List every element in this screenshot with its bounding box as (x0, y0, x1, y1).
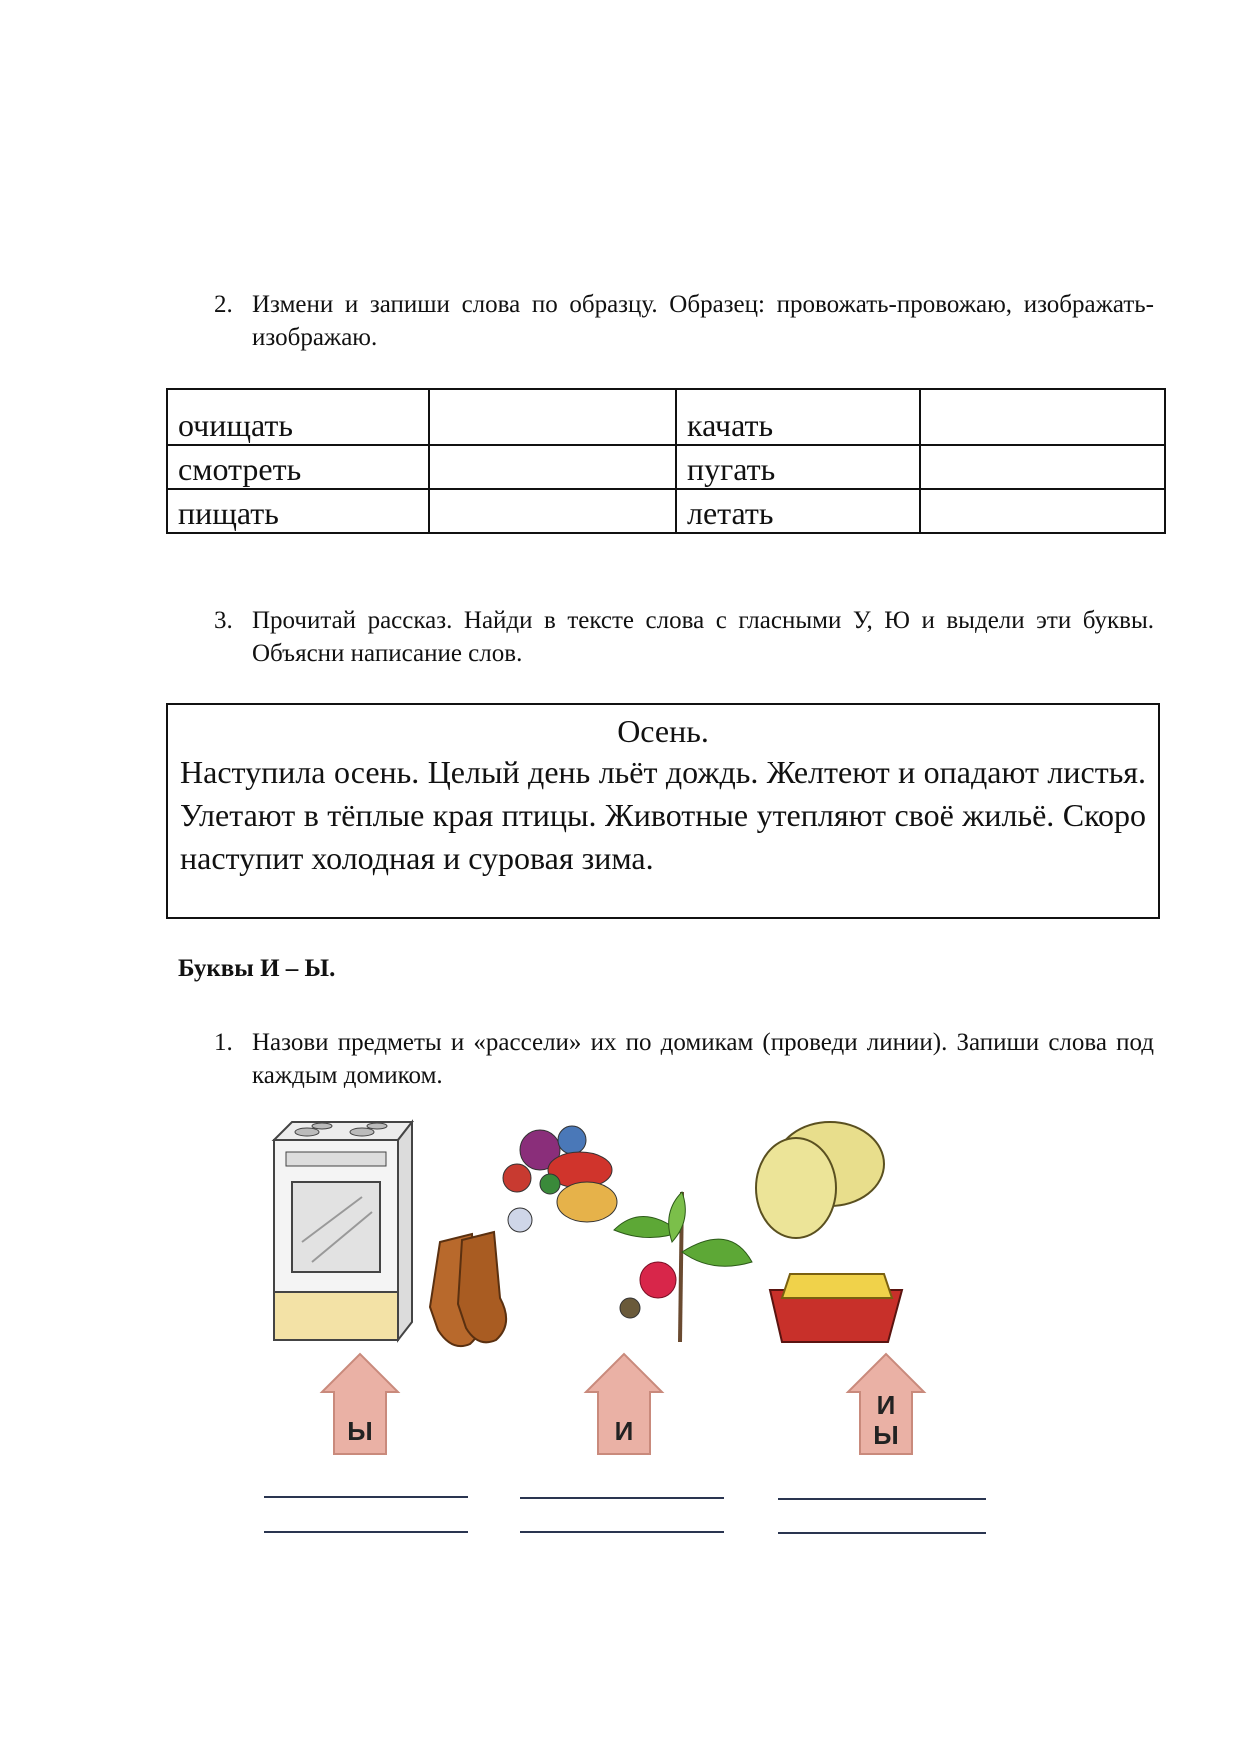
answer-cell[interactable] (429, 489, 676, 533)
melons-illustration (756, 1122, 884, 1238)
answer-cell[interactable] (920, 445, 1165, 489)
word-cell: летать (676, 489, 920, 533)
story-body: Наступила осень. Целый день льёт дождь. Желтеют и опадают листья. Улетают в тёплые края птицы. Животные утепляют своё жильё. Скоро наступит холодная и суровая зима. (180, 754, 1146, 876)
section-heading: Буквы И – Ы. (178, 955, 336, 982)
buttons-illustration (503, 1126, 617, 1232)
task-number: 3. (214, 607, 233, 634)
answer-cell[interactable] (429, 445, 676, 489)
word-cell: пугать (676, 445, 920, 489)
answer-cell[interactable] (920, 389, 1165, 445)
house-label: Ы (347, 1416, 373, 1446)
house-label: И (614, 1416, 634, 1446)
stove-illustration (274, 1122, 412, 1340)
story-box (166, 703, 1160, 919)
story-title: Осень. (617, 713, 709, 749)
answer-cell[interactable] (920, 489, 1165, 533)
answer-lines (264, 1497, 986, 1533)
word-cell: пищать (167, 489, 429, 533)
house-label: Ы (873, 1420, 899, 1450)
table-row (167, 389, 1165, 445)
house-i (586, 1354, 662, 1454)
task-3 (214, 604, 1154, 670)
socks-illustration (430, 1232, 506, 1346)
task-1 (214, 1026, 1154, 1092)
house-y (322, 1354, 398, 1454)
word-cell: качать (676, 389, 920, 445)
word-cell: очищать (167, 389, 429, 445)
word-cell: смотреть (167, 445, 429, 489)
soap-illustration (770, 1274, 902, 1342)
task-text: Прочитай рассказ. Найди в тексте слова с гласными У, Ю и выдели эти буквы. Объясни написание слов. (252, 607, 1154, 667)
table-row (167, 489, 1165, 533)
answer-cell[interactable] (429, 389, 676, 445)
task-number: 2. (214, 291, 233, 318)
task-2 (214, 288, 1154, 354)
raspberry-illustration (614, 1192, 752, 1342)
task-number: 1. (214, 1029, 233, 1056)
sorting-illustration (262, 1102, 1002, 1582)
house-label: И (876, 1390, 896, 1420)
house-i-y (848, 1354, 924, 1454)
task-text: Назови предметы и «рассели» их по домикам (проведи линии). Запиши слова под каждым домиком. (252, 1029, 1154, 1089)
table-row (167, 445, 1165, 489)
task-text: Измени и запиши слова по образцу. Образец: провожать-провожаю, изображать-изображаю. (252, 291, 1154, 351)
words-table (166, 388, 1166, 534)
